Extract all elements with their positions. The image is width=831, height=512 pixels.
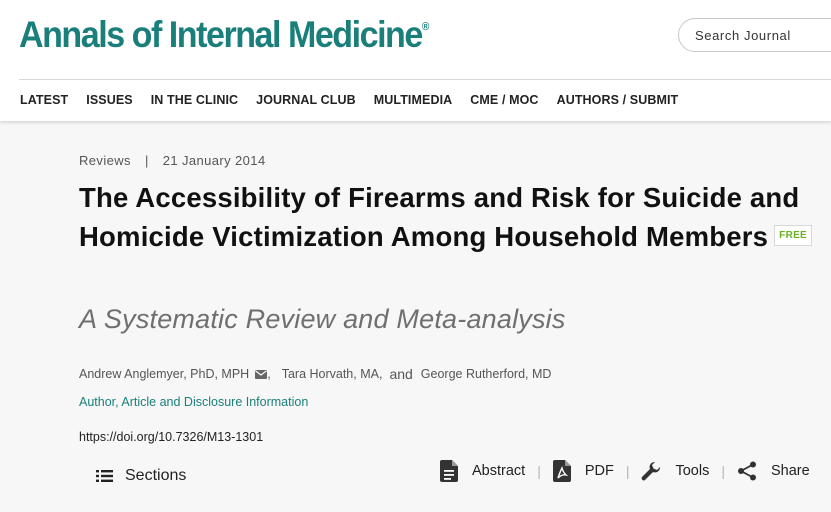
- nav-issues[interactable]: ISSUES: [86, 93, 133, 107]
- free-badge: FREE: [774, 225, 812, 246]
- journal-logo[interactable]: Annals of Internal Medicine®: [19, 14, 430, 55]
- share-label: Share: [770, 463, 810, 479]
- pdf-label: PDF: [584, 463, 614, 479]
- nav-cme-moc[interactable]: CME / MOC: [470, 93, 539, 107]
- sections-label: Sections: [125, 467, 187, 484]
- search-input[interactable]: [678, 18, 831, 52]
- tools-button[interactable]: [641, 461, 709, 481]
- share-button[interactable]: [737, 461, 810, 481]
- abstract-button[interactable]: [440, 460, 525, 482]
- nav-multimedia[interactable]: MULTIMEDIA: [373, 93, 453, 107]
- author-and: and: [389, 366, 413, 382]
- nav-journal-club[interactable]: JOURNAL CLUB: [256, 93, 356, 107]
- author-list: [79, 366, 551, 382]
- wrench-icon: [641, 461, 661, 481]
- tools-label: Tools: [675, 463, 710, 479]
- article-subtitle: A Systematic Review and Meta-analysis: [79, 304, 566, 334]
- doi-link[interactable]: https://doi.org/10.7326/M13-1301: [79, 430, 264, 444]
- pdf-button[interactable]: [553, 460, 614, 482]
- nav-latest[interactable]: LATEST: [20, 93, 69, 107]
- author-name[interactable]: Andrew Anglemyer, PhD, MPH: [79, 367, 250, 381]
- article-meta: [79, 153, 266, 168]
- document-icon: [440, 460, 458, 482]
- site-header: [0, 0, 831, 121]
- article-toolbar: [440, 460, 810, 482]
- sections-button[interactable]: [96, 467, 186, 485]
- pdf-icon: [553, 460, 571, 482]
- toolbar-separator: |: [625, 463, 630, 479]
- author-name[interactable]: Tara Horvath, MA,: [281, 367, 383, 381]
- list-icon: [96, 470, 113, 482]
- article-title: The Accessibility of Firearms and Risk for Suicide and Homicide Victimization Among Household Members FREE: [79, 178, 819, 256]
- nav-in-the-clinic[interactable]: IN THE CLINIC: [150, 93, 239, 107]
- article-category[interactable]: Reviews: [79, 153, 131, 168]
- main-nav: [20, 93, 696, 107]
- toolbar-separator: |: [537, 463, 541, 479]
- toolbar-separator: |: [721, 463, 725, 479]
- nav-authors-submit[interactable]: AUTHORS / SUBMIT: [556, 93, 679, 107]
- author-comma: ,: [267, 367, 271, 381]
- mail-icon[interactable]: [255, 370, 267, 379]
- header-divider: [19, 79, 831, 80]
- disclosure-link[interactable]: Author, Article and Disclosure Information: [79, 395, 309, 409]
- abstract-label: Abstract: [472, 463, 526, 479]
- share-icon: [737, 461, 757, 481]
- article-date: 21 January 2014: [162, 153, 266, 168]
- meta-separator: |: [144, 153, 149, 168]
- author-name[interactable]: George Rutherford, MD: [420, 367, 552, 381]
